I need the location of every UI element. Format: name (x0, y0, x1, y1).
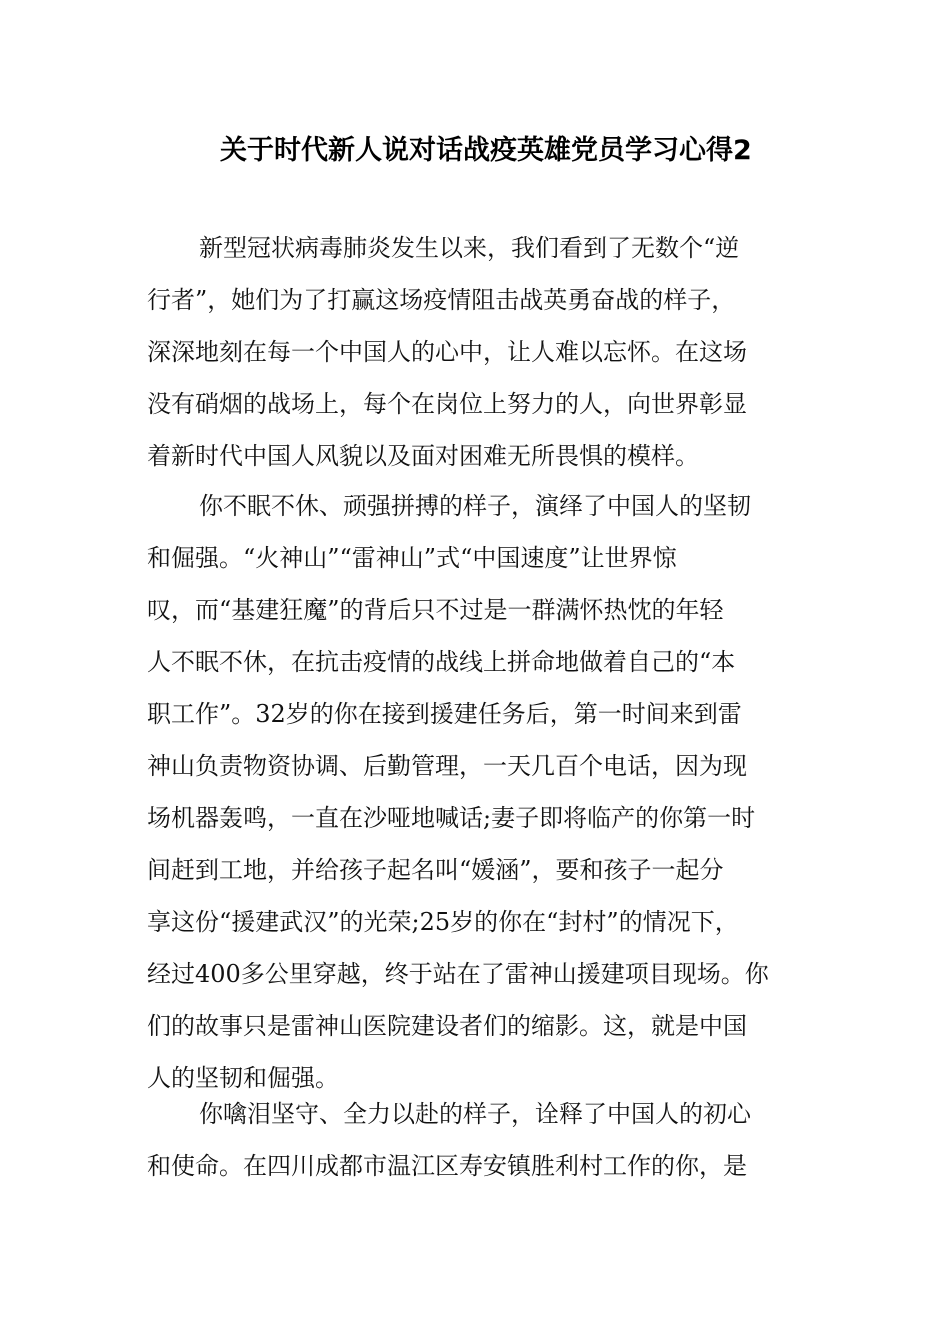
paragraph-line: 神山负责物资协调、后勤管理，一天几百个电话，因为现 (147, 752, 747, 780)
paragraph-line: 着新时代中国人风貌以及面对困难无所畏惧的模样。 (147, 442, 699, 470)
paragraph-line: 叹，而“基建狂魔”的背后只不过是一群满怀热忱的年轻 (147, 596, 724, 624)
paragraph-2 (147, 480, 787, 1104)
paragraph-line: 场机器轰鸣，一直在沙哑地喊话;妻子即将临产的你第一时 (147, 804, 756, 832)
paragraph-line: 职工作”。32岁的你在接到援建任务后，第一时间来到雷 (147, 700, 742, 728)
paragraph-line: 你不眠不休、顽强拼搏的样子，演绎了中国人的坚韧 (199, 492, 751, 520)
paragraph-line: 们的故事只是雷神山医院建设者们的缩影。这，就是中国 (147, 1012, 747, 1040)
paragraph-line: 享这份“援建武汉”的光荣;25岁的你在“封村”的情况下， (147, 908, 739, 936)
paragraph-line: 经过400多公里穿越，终于站在了雷神山援建项目现场。你 (147, 960, 769, 988)
paragraph-line: 间赶到工地，并给孩子起名叫“媛涵”，要和孩子一起分 (147, 856, 724, 884)
paragraph-line: 和使命。在四川成都市温江区寿安镇胜利村工作的你，是 (147, 1152, 747, 1180)
paragraph-line: 没有硝烟的战场上，每个在岗位上努力的人，向世界彰显 (147, 390, 747, 418)
paragraph-line: 和倔强。“火神山”“雷神山”式“中国速度”让世界惊 (147, 544, 677, 572)
paragraph-line: 新型冠状病毒肺炎发生以来，我们看到了无数个“逆 (199, 234, 740, 262)
paragraph-line: 人不眠不休，在抗击疫情的战线上拼命地做着自己的“本 (147, 648, 736, 676)
paragraph-3 (147, 1088, 787, 1192)
paragraph-1 (147, 222, 787, 482)
paragraph-line: 人的坚韧和倔强。 (147, 1064, 339, 1092)
paragraph-line: 你噙泪坚守、全力以赴的样子，诠释了中国人的初心 (199, 1100, 751, 1128)
paragraph-line: 深深地刻在每一个中国人的心中，让人难以忘怀。在这场 (147, 338, 747, 366)
paragraph-line: 行者”，她们为了打赢这场疫情阻击战英勇奋战的样子， (147, 286, 736, 314)
document-title: 关于时代新人说对话战疫英雄党员学习心得2 (220, 135, 752, 166)
